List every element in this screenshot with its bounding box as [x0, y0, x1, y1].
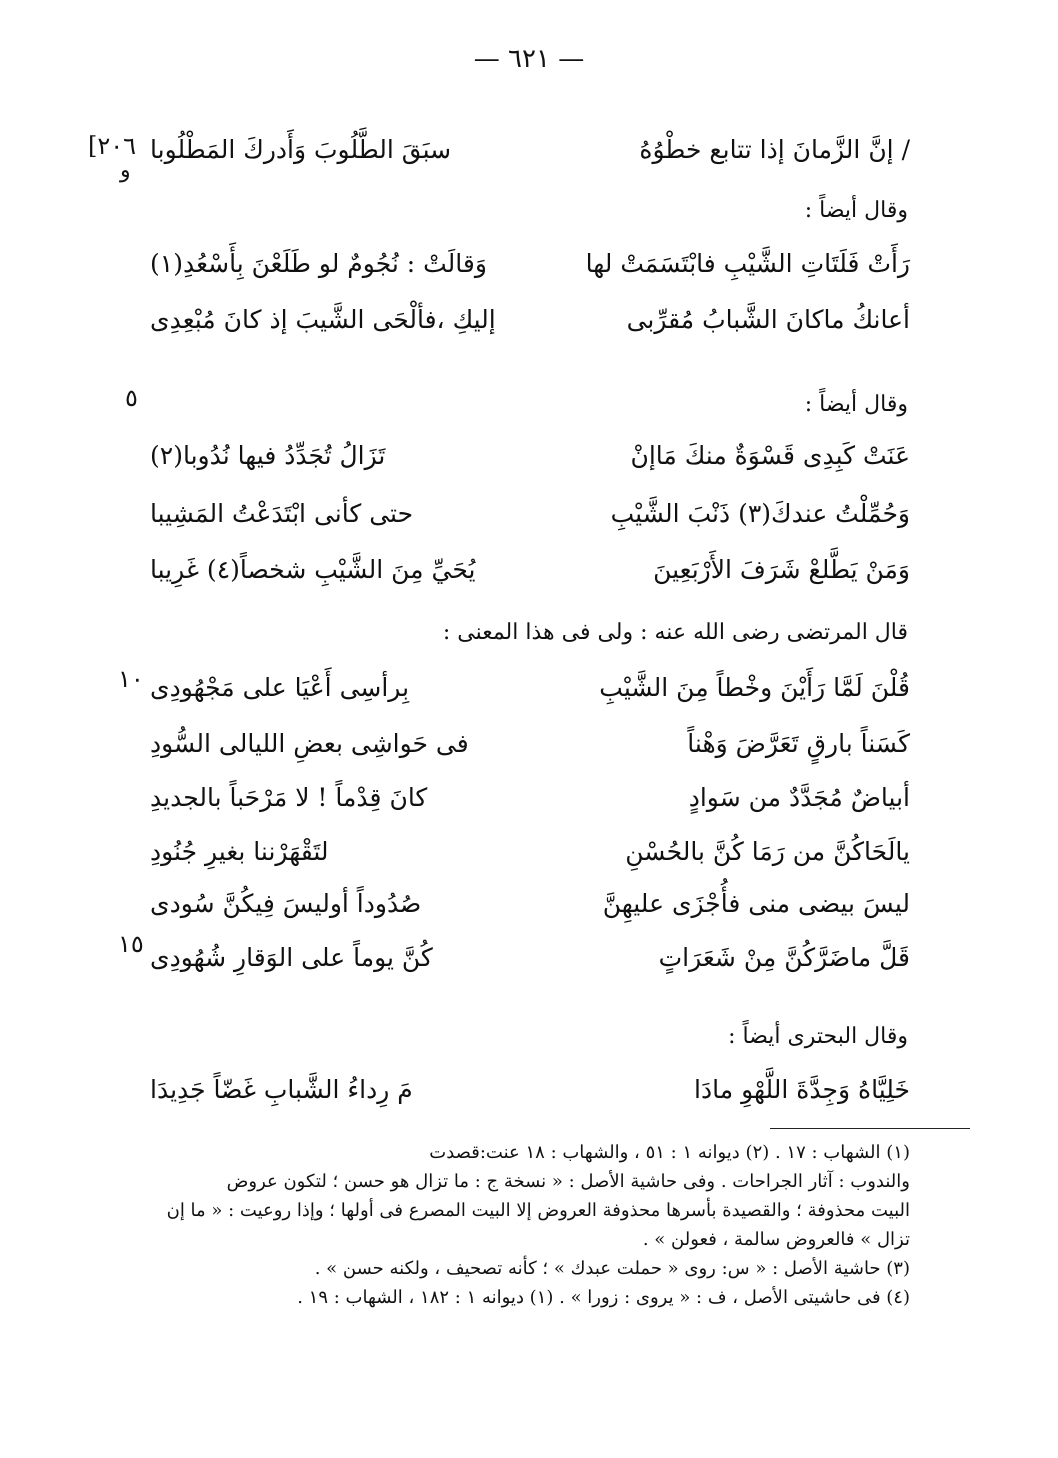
verse-first-hemistich: قَلَّ ماضَرَّكُنَّ مِنْ شَعَرَاتٍ [658, 943, 910, 972]
verse-second-hemistich: كُنَّ يوماً على الوَقارِ شُهُودِى [150, 943, 433, 972]
verse-first-hemistich: أبياضٌ مُجَدَّدٌ من سَوادٍ [688, 783, 910, 812]
verse-first-hemistich: خَلِيَّاهُ وَجِدَّةَ اللَّهْوِ مادَا [694, 1075, 910, 1104]
page-number: — ٦٢١ — [473, 44, 585, 74]
verse [150, 126, 910, 174]
verse-second-hemistich: لتَقْهَرْننا بغيرِ جُنُودِ [150, 837, 329, 866]
verse [150, 664, 910, 712]
verse-second-hemistich: صُدُوداً أوليسَ فِيكُنَّ سُودى [150, 889, 422, 918]
verse-first-hemistich: رَأَتْ فَلَتَاتِ الشَّيْبِ فابْتَسَمَتْ لها [585, 249, 910, 278]
section-intro: وقال أيضاً : [804, 392, 908, 417]
footnotes [150, 1138, 910, 1312]
verse-second-hemistich: تَزَالُ تُجَدِّدُ فيها نُدُوبا(٢) [150, 441, 386, 470]
footnote-line: البيت محذوفة ؛ والقصيدة بأسرها محذوفة العروض إلا البيت المصرع فى أولها ؛ وإذا روعيت : « ما إن [166, 1200, 910, 1221]
verse [150, 828, 910, 876]
verse-second-hemistich: سبَقَ الطَّلُوبَ وَأَدركَ المَطْلُوبا [150, 135, 452, 164]
section-intro: وقال البحترى أيضاً : [728, 1024, 908, 1049]
verse-second-hemistich: مَ رِداءُ الشَّبابِ غَضّاً جَدِيدَا [150, 1075, 413, 1104]
line-number-15: ١٥ [118, 930, 144, 958]
verse-first-hemistich: / إنَّ الزَّمانَ إذا تتابع خطْوُهُ [639, 135, 910, 164]
verse [150, 432, 910, 480]
verse-first-hemistich: أعانكُ ماكانَ الشَّبابُ مُقرِّبى [626, 305, 910, 334]
verse-second-hemistich: إليكِ ،فألْحَى الشَّيبَ إذ كانَ مُبْعِدِى [150, 305, 496, 334]
verse [150, 490, 910, 538]
verse-second-hemistich: كانَ قِدْماً ! لا مَرْحَباً بالجديدِ [150, 783, 428, 812]
margin-page-reference: [٢٠٦ [88, 132, 137, 160]
footnote-line: (٤) فى حاشيتى الأصل ، ف : « يروى : زورا » . (١) ديوانه ١ : ١٨٢ ، الشهاب : ١٩ . [297, 1287, 910, 1308]
verse-first-hemistich: يالَحَاكُنَّ من رَمَا كُنَّ بالحُسْنِ [625, 837, 910, 866]
footnote-line: تزال » فالعروض سالمة ، فعولن » . [642, 1229, 910, 1250]
verse [150, 774, 910, 822]
verse [150, 296, 910, 344]
margin-page-reference-sub: و [120, 158, 131, 183]
verse [150, 546, 910, 594]
verse-second-hemistich: حتى كأنى ابْتَدَعْتُ المَشِيبا [150, 499, 414, 528]
section-intro: وقال أيضاً : [804, 198, 908, 223]
verse-second-hemistich: وَقالَتْ : نُجُومٌ لو طَلَعْنَ بِأَسْعُدِ(١) [150, 249, 487, 278]
verse-first-hemistich: وَحُمِّلْتُ عندكَ(٣) ذَنْبَ الشَّيْبِ [610, 499, 910, 528]
footnote-line: (١) الشهاب : ١٧ . (٢) ديوانه ١ : ٥١ ، والشهاب : ١٨ عنت:قصدت [429, 1142, 910, 1163]
verse [150, 934, 910, 982]
footnote-divider [770, 1128, 970, 1129]
section-intro: قال المرتضى رضى الله عنه : ولى فى هذا المعنى : [442, 620, 908, 645]
verse-second-hemistich: يُحَيِّ مِنَ الشَّيْبِ شخصاً(٤) غَرِيبا [150, 555, 476, 584]
verse [150, 880, 910, 928]
line-number-5: ٥ [125, 384, 138, 412]
verse-first-hemistich: كَسَناً بارقٍ تَعَرَّضَ وَهْناً [687, 729, 910, 758]
verse-first-hemistich: قُلْنَ لَمَّا رَأَيْنَ وخْطاً مِنَ الشَّيْبِ [599, 673, 910, 702]
verse-first-hemistich: وَمَنْ يَطَّلعْ شَرَفَ الأَرْبَعِينَ [653, 555, 910, 584]
verse [150, 720, 910, 768]
line-number-10: ١٠ [118, 665, 144, 693]
footnote-line: (٣) حاشية الأصل : « س: روى « حملت عبدك » ؛ كأنه تصحيف ، ولكنه حسن » . [314, 1258, 910, 1279]
verse-second-hemistich: فى حَواشِى بعضِ الليالى السُّودِ [150, 729, 469, 758]
verse [150, 1066, 910, 1114]
verse-second-hemistich: بِرأسِى أَعْيَا على مَجْهُودِى [150, 673, 410, 702]
verse [150, 240, 910, 288]
verse-first-hemistich: عَنَتْ كَبِدِى قَسْوَةٌ منكَ مَاإنْ [630, 441, 910, 470]
verse-first-hemistich: ليسَ بيضى منى فأُجْزَى عليهِنَّ [602, 889, 910, 918]
footnote-line: والندوب : آثار الجراحات . وفى حاشية الأصل : « نسخة ج : ما تزال هو حسن ؛ لتكون عروض [226, 1171, 910, 1192]
